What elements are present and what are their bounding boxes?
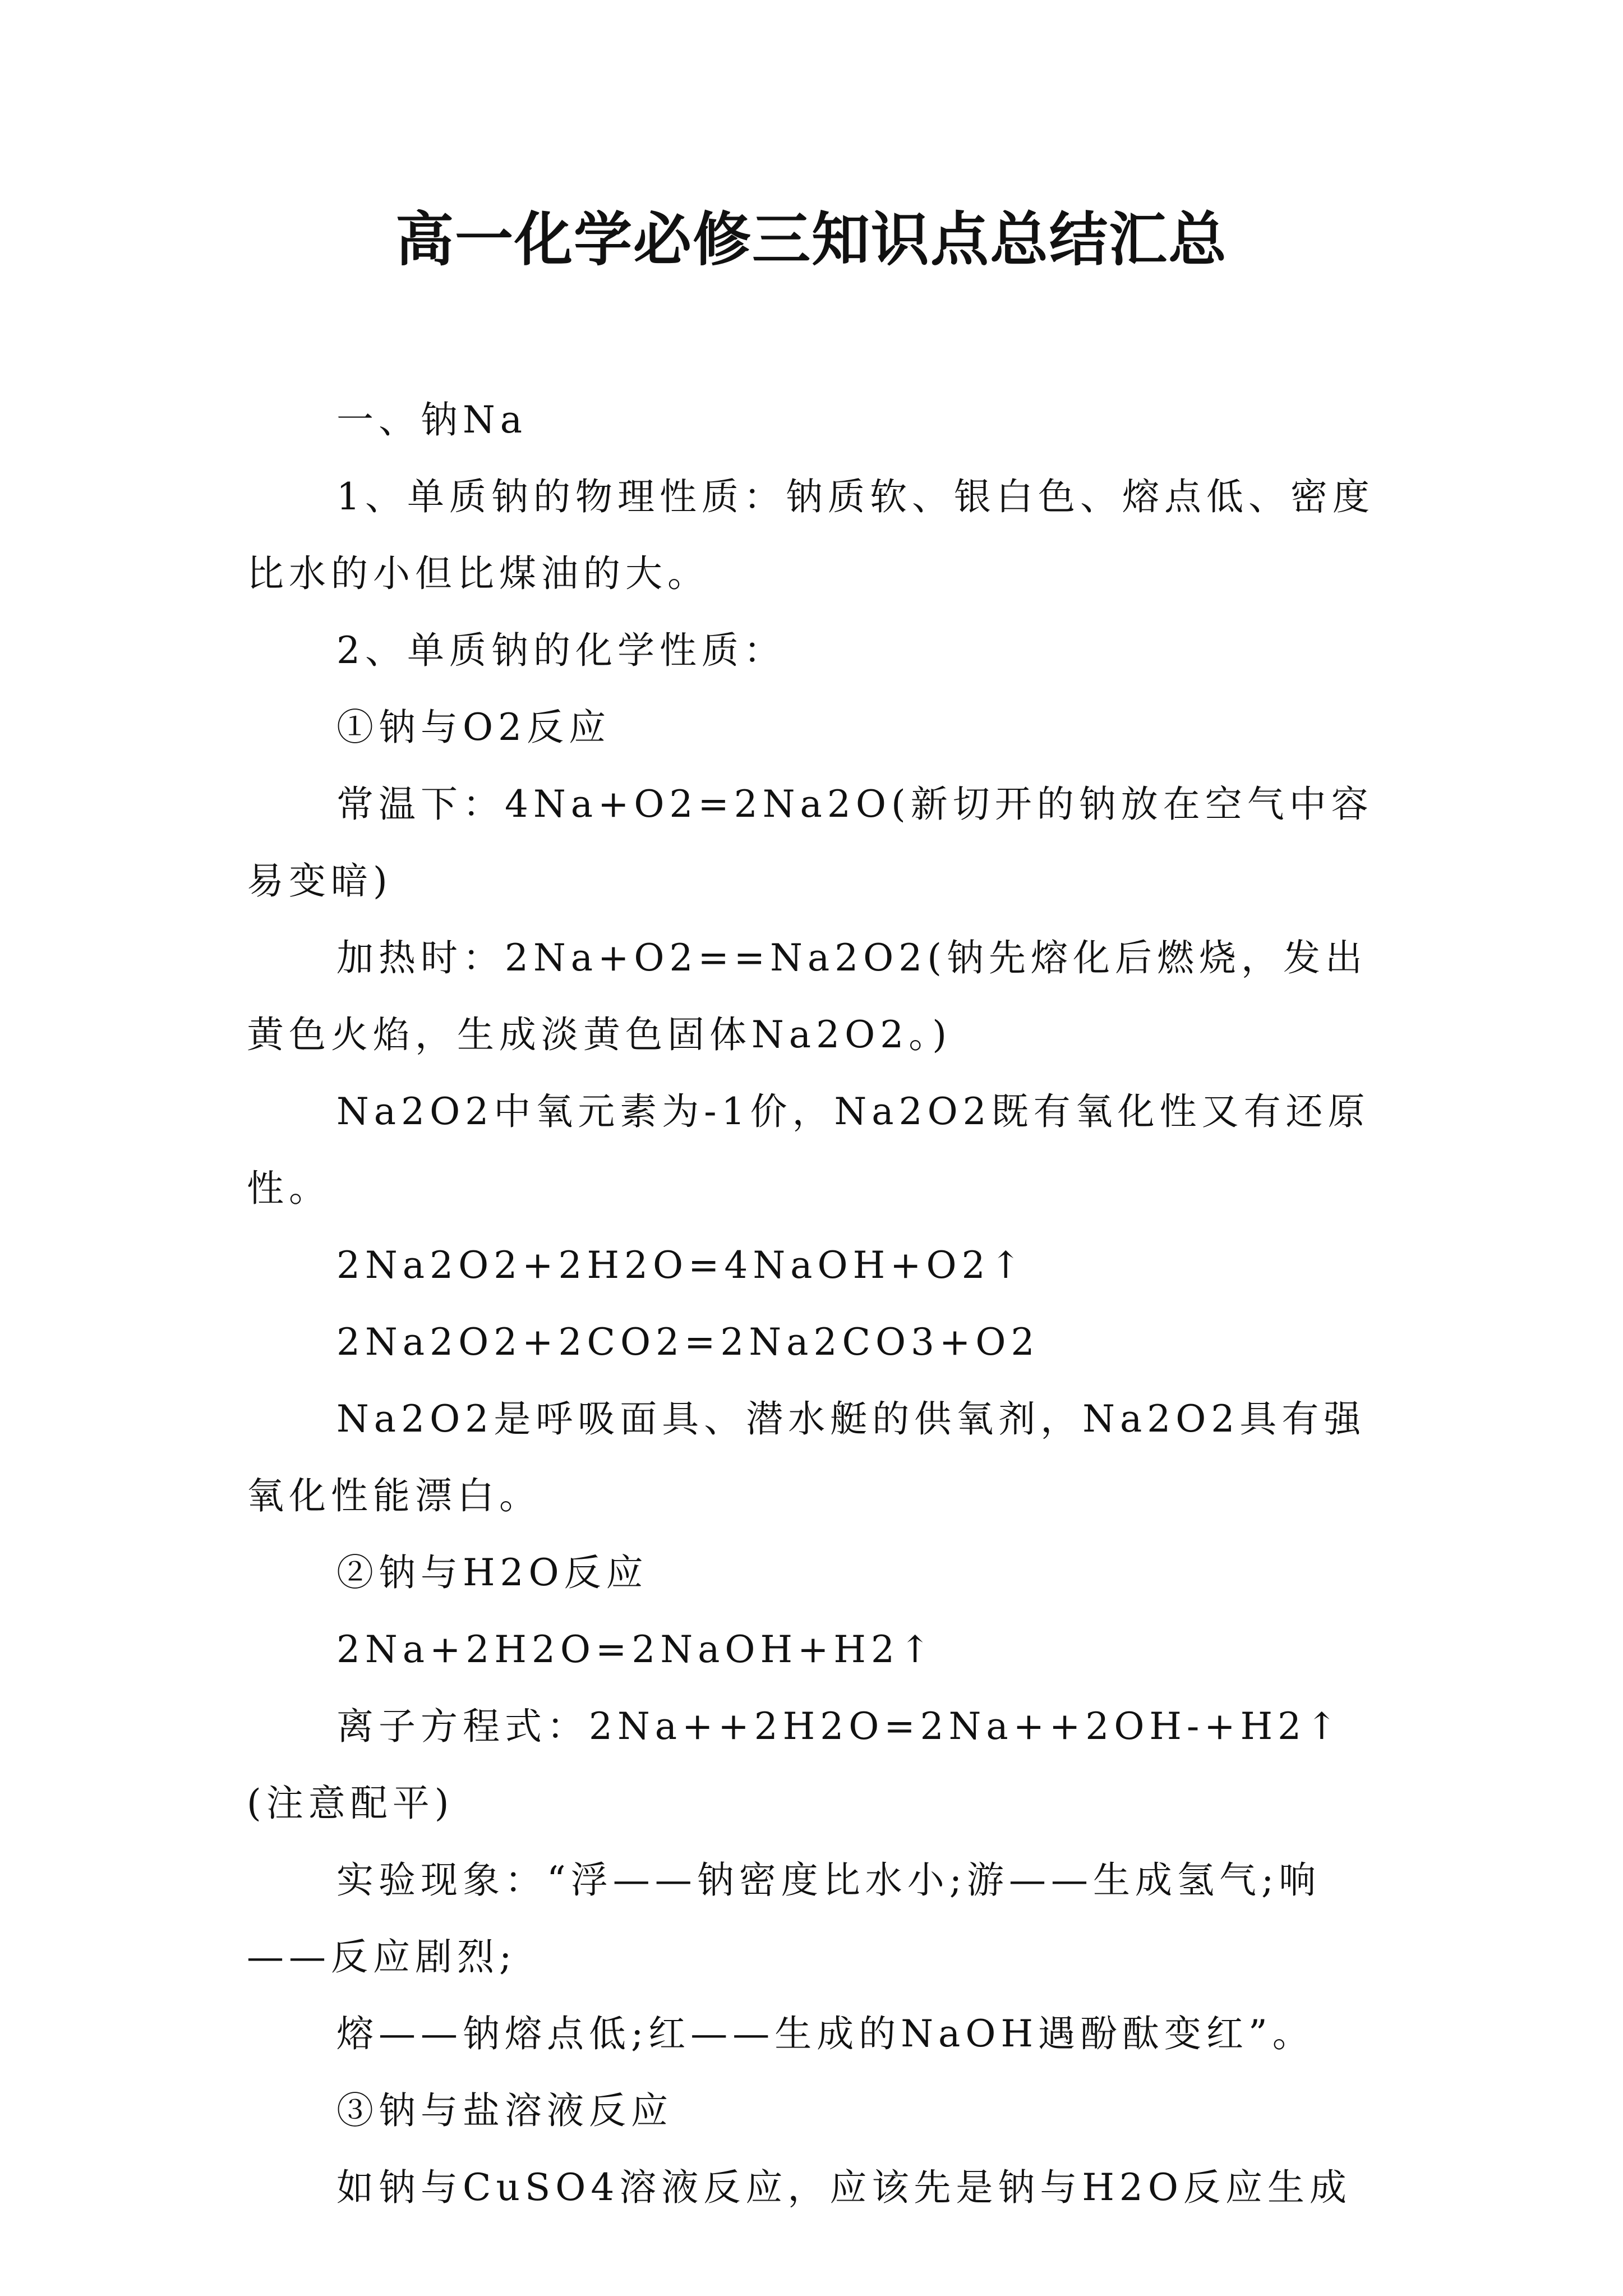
paragraph-chemical-properties-heading: 2、单质钠的化学性质：: [336, 629, 786, 672]
subheading-reaction-with-o2: ①钠与O2反应: [336, 706, 611, 749]
equation-na2o2-co2: 2Na2O2+2CO2=2Na2CO3+O2: [336, 1320, 1040, 1364]
section-heading-sodium: 一、钠Na: [336, 398, 528, 441]
document-title: 高一化学必修三知识点总结汇总: [395, 205, 1228, 274]
document-body: [247, 381, 1391, 2226]
paragraph-ionic-equation: 离子方程式：2Na++2H2O=2Na++2OH-+H2↑(注意配平): [247, 1705, 1343, 1825]
equation-na-water: 2Na+2H2O=2NaOH+H2↑: [336, 1628, 936, 1671]
subheading-reaction-with-salt: ③钠与盐溶液反应: [336, 2089, 673, 2132]
paragraph-experiment-phenomena-cont: 熔——钠熔点低;红——生成的NaOH遇酚酞变红”。: [336, 2012, 1315, 2055]
paragraph-room-temperature: 常温下：4Na+O2=2Na2O(新切开的钠放在空气中容易变暗): [247, 783, 1373, 903]
paragraph-heating: 加热时：2Na+O2==Na2O2(钠先熔化后燃烧，发出黄色火焰，生成淡黄色固体Na2O2。): [247, 936, 1368, 1056]
equation-na2o2-water: 2Na2O2+2H2O=4NaOH+O2↑: [336, 1244, 1026, 1287]
paragraph-na2o2-valence: Na2O2中氧元素为-1价，Na2O2既有氧化性又有还原性。: [247, 1090, 1370, 1210]
paragraph-na2o2-uses: Na2O2是呼吸面具、潜水艇的供氧剂，Na2O2具有强氧化性能漂白。: [247, 1397, 1366, 1517]
paragraph-cuso4-example: 如钠与CuSO4溶液反应，应该先是钠与H2O反应生成: [336, 2166, 1352, 2209]
paragraph-physical-properties: 1、单质钠的物理性质：钠质软、银白色、熔点低、密度比水的小但比煤油的大。: [247, 475, 1375, 595]
paragraph-experiment-phenomena: 实验现象：“浮——钠密度比水小;游——生成氢气;响——反应剧烈;: [247, 1858, 1321, 1978]
subheading-reaction-with-h2o: ②钠与H2O反应: [336, 1551, 648, 1594]
